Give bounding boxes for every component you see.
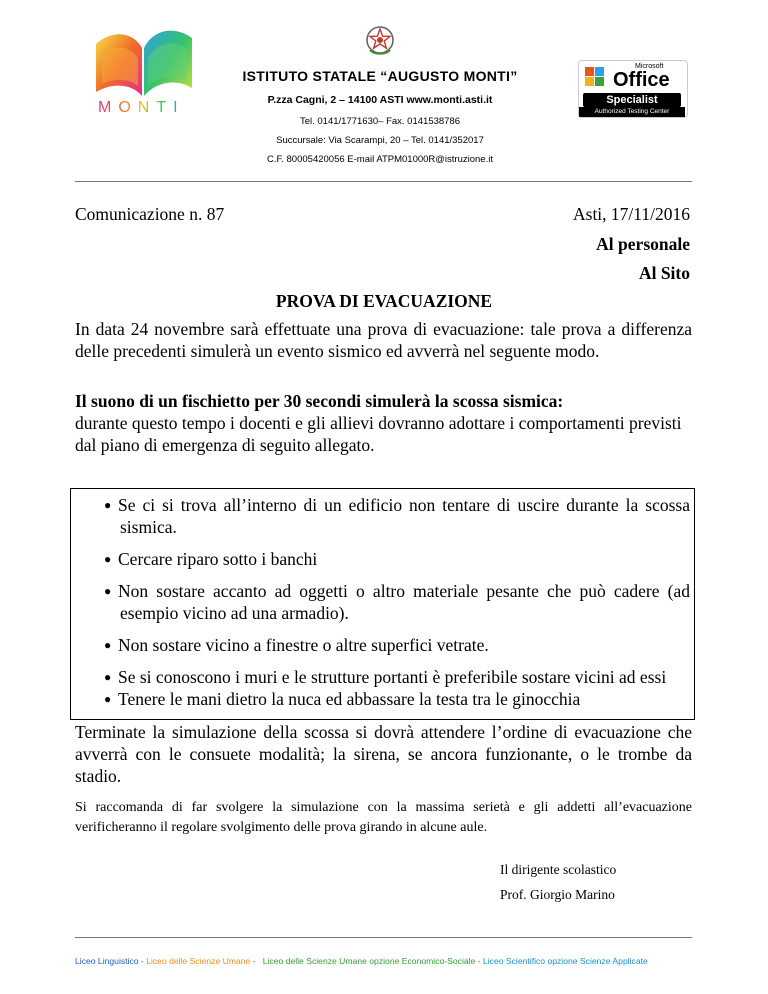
instruction-bold: Il suono di un fischietto per 30 secondi simulerà la scossa sismica:: [75, 391, 564, 411]
school-address: P.zza Cagni, 2 – 14100 ASTI www.monti.asti.it: [267, 94, 493, 106]
list-item: ● Tenere le mani dietro la nuca ed abbassare la testa tra le ginocchia: [104, 689, 581, 709]
recipient-site: Al Sito: [638, 263, 690, 283]
school-branch: Succursale: Via Scarampi, 20 – Tel. 0141/352017: [276, 135, 484, 146]
footer-course: Liceo Scientifico opzione Scienze Applicate: [482, 956, 648, 966]
list-item: ● Se ci si trova all’interno di un edificio non tentare di uscire durante la scossa sismica.: [104, 495, 690, 537]
footer-separator: -: [138, 956, 147, 966]
place-date: Asti, 17/11/2016: [573, 204, 690, 224]
document-title: PROVA DI EVACUAZIONE: [275, 291, 493, 311]
bullet-icon: ●: [104, 498, 112, 512]
school-fiscal-code: C.F. 80005420056 E-mail ATPM01000R@istruzione.it: [267, 154, 493, 165]
footer-separator: -: [250, 956, 263, 966]
bullet-icon: ●: [104, 638, 112, 652]
badge-brand: Microsoft: [635, 63, 664, 70]
list-item: ● Non sostare accanto ad oggetti o altro materiale pesante che può cadere (ad esempio vicino ad una armadio).: [104, 581, 690, 623]
intro-paragraph: In data 24 novembre sarà effettuate una prova di evacuazione: tale prova a differenza delle precedenti simulerà un evento sismico ed avverrà nel seguente modo.: [75, 319, 692, 361]
signature-role: Il dirigente scolastico: [500, 862, 617, 877]
header-divider: [75, 181, 692, 182]
footer-separator: -: [475, 956, 483, 966]
after-paragraph: Terminate la simulazione della scossa si dovrà attendere l’ordine di evacuazione che avverrà con le consuete modalità; la sirena, se ancora funzionante, o le trombe da stadio.: [75, 722, 692, 786]
badge-product: Office: [613, 69, 670, 91]
footer-course: Liceo Linguistico: [75, 956, 139, 966]
bullet-icon: ●: [104, 670, 112, 684]
instruction-paragraph: [75, 390, 692, 456]
footer-courses: [75, 956, 715, 966]
badge-subtitle: Authorized Testing Center: [579, 107, 685, 117]
recommendation-paragraph: Si raccomanda di far svolgere la simulazione con la massima serietà e gli addetti all’evacuazione verificheranno il regolare svolgimento delle prova girando in alcune aule.: [75, 800, 692, 835]
list-item: ● Non sostare vicino a finestre o altre superfici vetrate.: [104, 635, 489, 655]
school-phone: Tel. 0141/1771630– Fax. 0141538786: [299, 116, 461, 127]
bullet-icon: ●: [104, 552, 112, 566]
communication-number: Comunicazione n. 87: [75, 204, 225, 224]
list-item: ● Se si conoscono i muri e le strutture portanti è preferibile sostare vicini ad essi: [104, 667, 667, 687]
footer-course: Liceo delle Scienze Umane: [146, 956, 251, 966]
signature-name: Prof. Giorgio Marino: [500, 887, 615, 902]
list-item: ● Cercare riparo sotto i banchi: [104, 549, 318, 569]
republic-emblem-icon: [364, 24, 396, 58]
footer-divider: [75, 937, 692, 938]
recipient-staff: Al personale: [596, 234, 690, 254]
office-specialist-badge: [578, 60, 688, 118]
bullet-icon: ●: [104, 692, 112, 706]
logo-text: MONTI: [98, 99, 185, 116]
bullet-icon: ●: [104, 584, 112, 598]
rules-list: [82, 494, 690, 710]
school-name: ISTITUTO STATALE “AUGUSTO MONTI”: [242, 68, 518, 84]
badge-title: Specialist: [583, 93, 681, 107]
footer-course: Liceo delle Scienze Umane opzione Economico-Sociale: [262, 956, 476, 966]
instruction-rest: durante questo tempo i docenti e gli allievi dovranno adottare i comportamenti previsti dal piano di emergenza di seguito allegato.: [75, 413, 682, 455]
